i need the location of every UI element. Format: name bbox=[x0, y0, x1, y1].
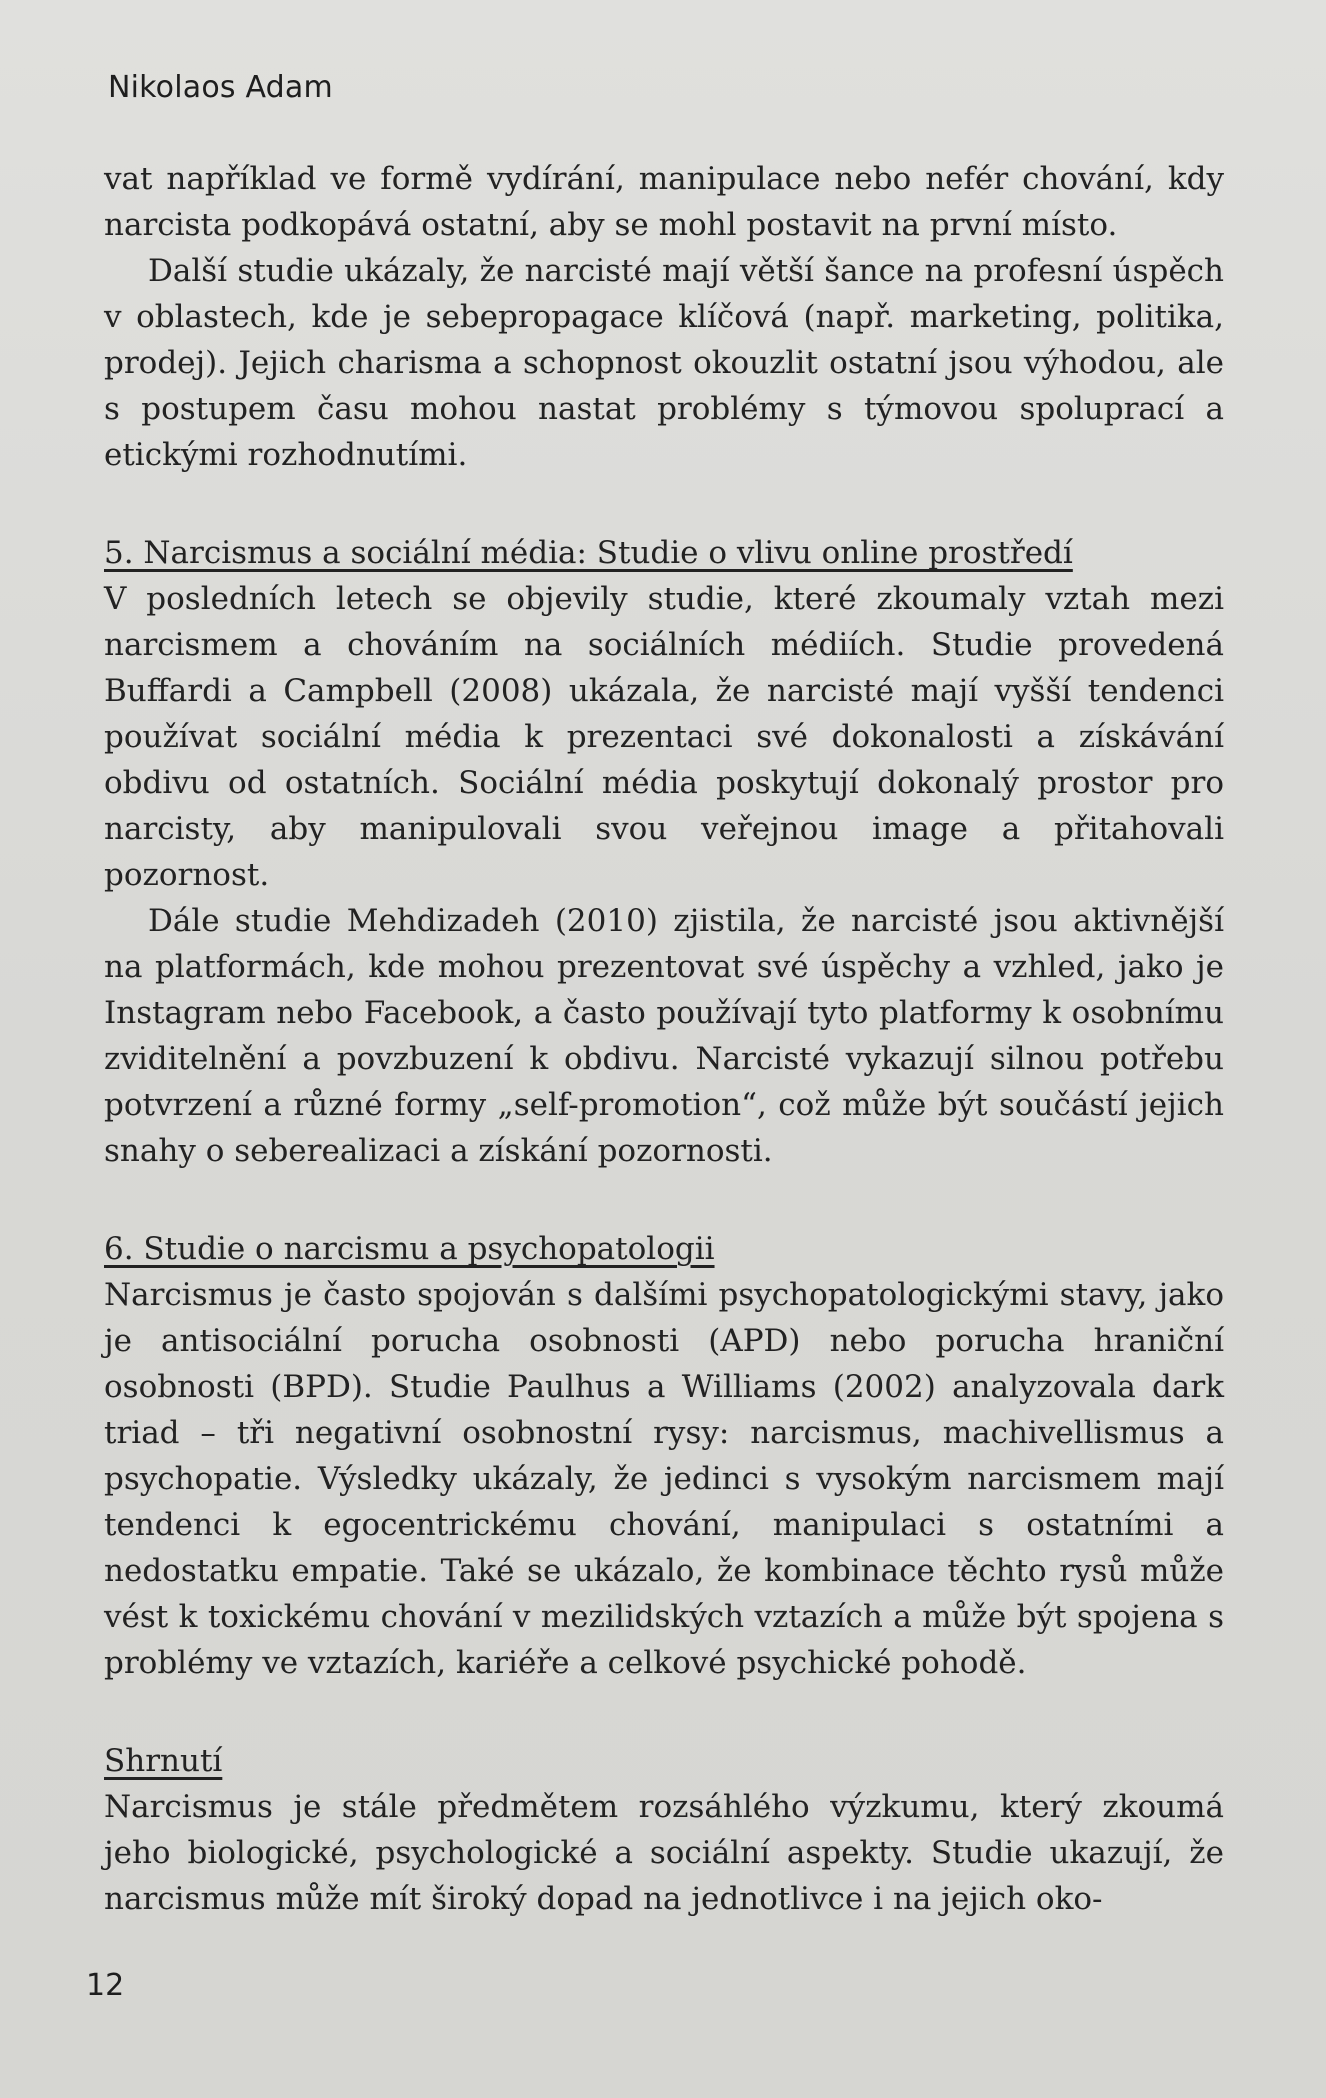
section-6-heading: 6. Studie o narcismu a psychopatologii bbox=[104, 1231, 715, 1267]
section-5 bbox=[104, 530, 1224, 1174]
summary-section bbox=[104, 1738, 1224, 1922]
section-spacer bbox=[104, 1174, 1224, 1226]
running-head: Nikolaos Adam bbox=[108, 70, 333, 105]
summary-heading: Shrnutí bbox=[104, 1743, 223, 1779]
section-6 bbox=[104, 1226, 1224, 1686]
summary-paragraph-1: Narcismus je stále předmětem rozsáhlého výzkumu, který zkoumá jeho biologické, psychologické a sociální aspekty. Studie ukazují, že narcismus může mít široký dopad na jednotlivce i na jejich oko- bbox=[104, 1789, 1224, 1917]
section-6-paragraph-1: Narcismus je často spojován s dalšími psychopatologickými stavy, jako je antisociální porucha osobnosti (APD) nebo porucha hraniční osobnosti (BPD). Studie Paulhus a Williams (2002) analyzovala dark triad – tři negativní osobnostní rysy: narcismus, machivellismus a psychopatie. Výsledky ukázaly, že jedinci s vysokým narcismem mají tendenci k egocentrickému chování, manipulaci s ostatními a nedostatku empatie. Také se ukázalo, že kombinace těchto rysů může vést k toxickému chování v mezilidských vztazích a může být spojena s problémy ve vztazích, kariéře a celkové psychické pohodě. bbox=[104, 1277, 1224, 1681]
continuation-paragraph-1: vat například ve formě vydírání, manipulace nebo nefér chování, kdy narcista podkopává ostatní, aby se mohl postavit na první místo. bbox=[104, 161, 1224, 243]
continuation-paragraph-2: Další studie ukázaly, že narcisté mají větší šance na profesní úspěch v oblastech, kde je sebepropagace klíčová (např. marketing, politika, prodej). Jejich charisma a schopnost okouzlit ostatní jsou výhodou, ale s postupem času mohou nastat problémy s týmovou spoluprací a etickými rozhodnutími. bbox=[104, 253, 1224, 473]
section-5-paragraph-2: Dále studie Mehdizadeh (2010) zjistila, že narcisté jsou aktivnější na platformách, kde mohou prezentovat své úspěchy a vzhled, jako je Instagram nebo Facebook, a často používají tyto platformy k osobnímu zviditelnění a povzbuzení k obdivu. Narcisté vykazují silnou potřebu potvrzení a různé formy „self-promotion“, což může být součástí jejich snahy o seberealizaci a získání pozornosti. bbox=[104, 903, 1224, 1169]
body-text bbox=[104, 156, 1224, 1922]
section-spacer bbox=[104, 478, 1224, 530]
continuation-section bbox=[104, 156, 1224, 478]
section-spacer bbox=[104, 1686, 1224, 1738]
section-5-heading: 5. Narcismus a sociální média: Studie o vlivu online prostředí bbox=[104, 535, 1073, 571]
section-5-paragraph-1: V posledních letech se objevily studie, které zkoumaly vztah mezi narcismem a chováním na sociálních médiích. Studie provedená Buffardi a Campbell (2008) ukázala, že narcisté mají vyšší tendenci používat sociální média k prezentaci své dokonalosti a získávání obdivu od ostatních. Sociální média poskytují dokonalý prostor pro narcisty, aby manipulovali svou veřejnou image a přitahovali pozornost. bbox=[104, 581, 1224, 893]
page-number: 12 bbox=[86, 1968, 125, 2003]
